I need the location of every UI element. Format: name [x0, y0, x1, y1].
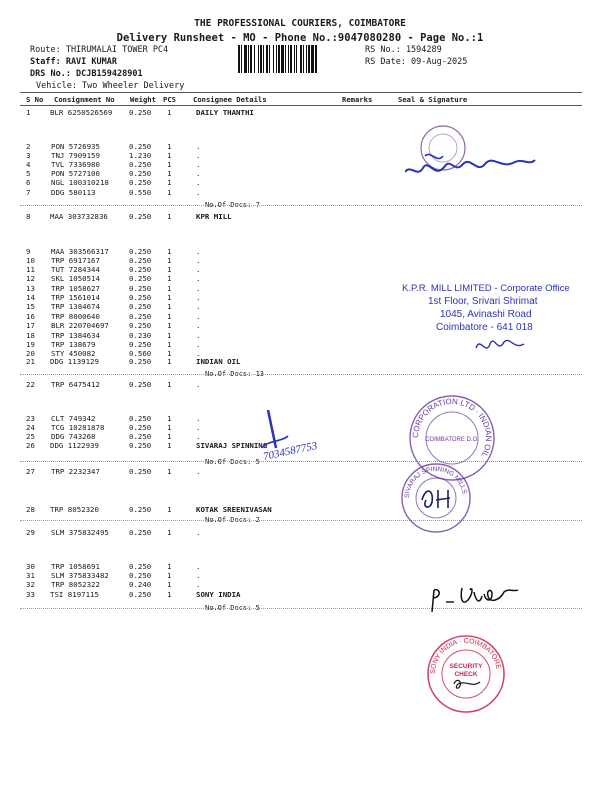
row-pcs: 1	[167, 256, 172, 265]
row-consignment: SLM 375833482	[51, 571, 109, 580]
row-pcs: 1	[167, 340, 172, 349]
row-consignee: KOTAK SREENIVASAN	[196, 505, 272, 514]
group-doc-count: No.Of Docs: 13	[205, 370, 265, 378]
row-consignee: SONY INDIA	[196, 590, 241, 599]
row-consignment: TRP 1058691	[51, 562, 100, 571]
row-weight: 0.250	[129, 293, 152, 302]
barcode-bar	[244, 45, 247, 73]
row-sno: 13	[26, 284, 35, 293]
row-consignee: .	[196, 380, 201, 389]
row-consignee: .	[196, 571, 201, 580]
row-weight: 0.250	[129, 340, 152, 349]
row-weight: 0.250	[129, 212, 152, 221]
row-weight: 0.250	[129, 441, 152, 450]
col-consignment: Consignment No	[54, 95, 115, 104]
row-weight: 0.250	[129, 169, 152, 178]
col-signature: Seal & Signature	[398, 95, 468, 104]
row-consignment: DDG 1122939	[50, 441, 99, 450]
row-consignee: .	[196, 188, 201, 197]
row-sno: 1	[26, 108, 31, 117]
row-weight: 0.230	[129, 331, 152, 340]
row-consignment: TRP 8052322	[51, 580, 100, 589]
barcode-bar	[306, 45, 307, 73]
row-consignment: PON 5727100	[51, 169, 100, 178]
row-consignee: .	[196, 284, 201, 293]
group-doc-count: No.Of Docs: 7	[205, 201, 260, 209]
runsheet-subtitle: Delivery Runsheet - MO - Phone No.:9047080280 - Page No.:1	[116, 32, 484, 44]
row-consignee: SIVARAJ SPINNING	[196, 441, 268, 450]
row-sno: 29	[26, 528, 35, 537]
row-sno: 9	[26, 247, 31, 256]
row-consignment: TSI 8197115	[50, 590, 99, 599]
row-consignment: MAA 303732836	[50, 212, 108, 221]
row-pcs: 1	[167, 562, 172, 571]
row-consignment: TVL 7336980	[51, 160, 100, 169]
row-sno: 5	[26, 169, 31, 178]
barcode-bar	[269, 45, 270, 73]
indian-oil-ring-text: CORPORATION LTD · INDIAN OIL	[410, 396, 494, 459]
barcode-bar	[290, 45, 292, 73]
row-sno: 22	[26, 380, 35, 389]
row-pcs: 1	[167, 357, 172, 366]
row-weight: 0.250	[129, 142, 152, 151]
row-consignment: TRP 1058627	[51, 284, 100, 293]
row-sno: 20	[26, 349, 35, 358]
row-consignee: .	[196, 142, 201, 151]
row-weight: 0.250	[129, 265, 152, 274]
row-weight: 0.250	[129, 380, 152, 389]
row-weight: 0.250	[129, 108, 152, 117]
row-sno: 30	[26, 562, 35, 571]
barcode-bar	[241, 45, 242, 73]
col-consignee: Consignee Details	[193, 95, 267, 104]
row-consignment: TRP 6917167	[51, 256, 100, 265]
sivaraj-ring-text: SIVARAJ SPINNING MILLS	[403, 465, 468, 499]
barcode-bar	[311, 45, 314, 73]
header-rule-bottom	[20, 105, 582, 106]
kpr-stamp-line-3: 1045, Avinashi Road	[440, 309, 532, 320]
row-pcs: 1	[167, 528, 172, 537]
row-consignee: .	[196, 528, 201, 537]
row-weight: 0.250	[129, 357, 152, 366]
kpr-stamp-line-2: 1st Floor, Srivari Shrimat	[428, 296, 538, 307]
row-consignment: TRP 8000640	[51, 312, 100, 321]
row-pcs: 1	[167, 212, 172, 221]
row-weight: 0.250	[129, 423, 152, 432]
row-consignee: .	[196, 432, 201, 441]
row-pcs: 1	[167, 160, 172, 169]
row-consignment: TRP 8052320	[50, 505, 99, 514]
row-consignee: .	[196, 423, 201, 432]
row-pcs: 1	[167, 349, 172, 358]
row-pcs: 1	[167, 467, 172, 476]
col-pcs: PCS	[163, 95, 176, 104]
row-pcs: 1	[167, 274, 172, 283]
row-consignee: .	[196, 312, 201, 321]
barcode-bar	[260, 45, 262, 73]
vehicle-label: Vehicle: Two Wheeler Delivery	[36, 81, 185, 91]
sony-center-2: CHECK	[454, 671, 478, 678]
row-sno: 24	[26, 423, 35, 432]
kpr-stamp-line-1: K.P.R. MILL LIMITED - Corporate Office	[402, 283, 570, 294]
row-pcs: 1	[167, 590, 172, 599]
row-pcs: 1	[167, 151, 172, 160]
row-pcs: 1	[167, 423, 172, 432]
row-weight: 0.240	[129, 580, 152, 589]
row-consignment: DDG 1139129	[50, 357, 99, 366]
row-sno: 7	[26, 188, 31, 197]
sony-ring-text: SONY INDIA · COIMBATORE	[429, 637, 502, 675]
row-weight: 1.230	[129, 151, 152, 160]
row-pcs: 1	[167, 142, 172, 151]
row-consignee: .	[196, 256, 201, 265]
row-consignee: .	[196, 340, 201, 349]
row-sno: 14	[26, 293, 35, 302]
row-weight: 0.250	[129, 160, 152, 169]
row-sno: 8	[26, 212, 31, 221]
handwritten-phone: 7034587753	[262, 439, 319, 463]
row-consignee: .	[196, 151, 201, 160]
row-consignment: PON 5726935	[51, 142, 100, 151]
col-remarks: Remarks	[342, 95, 373, 104]
sony-center-1: SECURITY	[449, 663, 483, 670]
row-consignee: .	[196, 293, 201, 302]
barcode-bar	[250, 45, 252, 73]
row-consignment: NGL 100310218	[51, 178, 109, 187]
row-pcs: 1	[167, 380, 172, 389]
row-sno: 25	[26, 432, 35, 441]
row-pcs: 1	[167, 188, 172, 197]
group-doc-count: No.Of Docs: 5	[205, 458, 260, 466]
row-sno: 33	[26, 590, 35, 599]
row-consignment: TRP 2232347	[51, 467, 100, 476]
staff-label: Staff: RAVI KUMAR	[30, 57, 117, 67]
row-pcs: 1	[167, 265, 172, 274]
row-pcs: 1	[167, 284, 172, 293]
row-sno: 11	[26, 265, 35, 274]
row-consignee: .	[196, 247, 201, 256]
sivaraj-seal	[392, 460, 482, 540]
row-sno: 2	[26, 142, 31, 151]
row-pcs: 1	[167, 312, 172, 321]
row-sno: 32	[26, 580, 35, 589]
row-pcs: 1	[167, 293, 172, 302]
row-sno: 28	[26, 505, 35, 514]
row-weight: 0.250	[129, 562, 152, 571]
daily-thanthi-seal	[405, 120, 565, 200]
row-consignment: BLR 220704697	[51, 321, 109, 330]
group-separator	[20, 205, 582, 206]
row-weight: 0.250	[129, 312, 152, 321]
indian-oil-handwriting	[248, 400, 378, 470]
row-consignment: TRP 1561014	[51, 293, 100, 302]
row-consignee: .	[196, 321, 201, 330]
row-consignee: .	[196, 265, 201, 274]
group-doc-count: No.Of Docs: 2	[205, 516, 260, 524]
row-consignment: TRP 6475412	[51, 380, 100, 389]
company-title: THE PROFESSIONAL COURIERS, COIMBATORE	[194, 18, 406, 29]
row-consignment: SKL 1050514	[51, 274, 100, 283]
barcode-bar	[248, 45, 249, 73]
row-consignee: DAILY THANTHI	[196, 108, 254, 117]
kpr-signature	[470, 330, 530, 358]
group-separator	[20, 520, 582, 521]
row-sno: 31	[26, 571, 35, 580]
row-consignment: TUT 7284344	[51, 265, 100, 274]
row-sno: 27	[26, 467, 35, 476]
row-weight: 0.250	[129, 247, 152, 256]
row-weight: 0.250	[129, 178, 152, 187]
barcode-bar	[296, 45, 297, 73]
row-weight: 0.250	[129, 256, 152, 265]
row-weight: 0.250	[129, 274, 152, 283]
row-weight: 0.250	[129, 528, 152, 537]
row-pcs: 1	[167, 169, 172, 178]
rs-number: RS No.: 1594289	[365, 45, 442, 55]
row-sno: 26	[26, 441, 35, 450]
row-pcs: 1	[167, 414, 172, 423]
row-consignment: TRP 1384674	[51, 302, 100, 311]
row-sno: 18	[26, 331, 35, 340]
barcode-bar	[266, 45, 268, 73]
row-weight: 0.250	[129, 590, 152, 599]
row-sno: 19	[26, 340, 35, 349]
row-sno: 12	[26, 274, 35, 283]
row-pcs: 1	[167, 505, 172, 514]
row-consignment: SLM 375832495	[51, 528, 109, 537]
row-consignee: .	[196, 349, 201, 358]
group-doc-count: No.Of Docs: 5	[205, 604, 260, 612]
row-pcs: 1	[167, 432, 172, 441]
row-consignee: KPR MILL	[196, 212, 232, 221]
row-pcs: 1	[167, 331, 172, 340]
row-pcs: 1	[167, 178, 172, 187]
row-weight: 0.250	[129, 467, 152, 476]
barcode-bar	[276, 45, 277, 73]
row-consignee: .	[196, 160, 201, 169]
row-sno: 21	[26, 357, 35, 366]
row-sno: 3	[26, 151, 31, 160]
col-sno: S No	[26, 95, 44, 104]
row-sno: 10	[26, 256, 35, 265]
row-consignee: INDIAN OIL	[196, 357, 241, 366]
row-consignee: .	[196, 562, 201, 571]
row-consignment: BLR 6250526569	[50, 108, 113, 117]
barcode-bar	[254, 45, 255, 73]
row-consignment: MAA 303566317	[51, 247, 109, 256]
row-sno: 23	[26, 414, 35, 423]
row-sno: 4	[26, 160, 31, 169]
row-consignment: TCG 10281878	[51, 423, 105, 432]
row-weight: 0.250	[129, 414, 152, 423]
row-pcs: 1	[167, 441, 172, 450]
col-weight: Weight	[130, 95, 156, 104]
row-consignment: TRP 1384634	[51, 331, 100, 340]
row-consignment: STY 450082	[51, 349, 96, 358]
row-weight: 0.250	[129, 284, 152, 293]
barcode-bar	[278, 45, 280, 73]
row-consignment: DDG 743268	[51, 432, 96, 441]
sony-seal	[422, 630, 512, 720]
route-label: Route: THIRUMALAI TOWER PC4	[30, 45, 169, 55]
row-consignee: .	[196, 178, 201, 187]
row-consignee: .	[196, 169, 201, 178]
row-pcs: 1	[167, 321, 172, 330]
row-consignee: .	[196, 467, 201, 476]
barcode-bar	[273, 45, 274, 73]
row-consignee: .	[196, 580, 201, 589]
row-pcs: 1	[167, 247, 172, 256]
row-sno: 16	[26, 312, 35, 321]
row-consignment: DDG 580113	[51, 188, 96, 197]
row-weight: 0.250	[129, 302, 152, 311]
row-consignee: .	[196, 414, 201, 423]
row-consignee: .	[196, 331, 201, 340]
barcode-bar	[315, 45, 317, 73]
row-weight: 0.250	[129, 321, 152, 330]
barcode	[238, 45, 362, 75]
row-weight: 0.550	[129, 188, 152, 197]
row-sno: 15	[26, 302, 35, 311]
row-consignment: TRP 138679	[51, 340, 96, 349]
indian-oil-center-text: COIMBATORE D.O.	[425, 437, 479, 443]
group-separator	[20, 374, 582, 375]
barcode-bar	[300, 45, 302, 73]
rs-date: RS Date: 09-Aug-2025	[365, 57, 468, 67]
barcode-bar	[303, 45, 304, 73]
row-pcs: 1	[167, 571, 172, 580]
barcode-bar	[263, 45, 264, 73]
row-pcs: 1	[167, 580, 172, 589]
kpr-stamp-line-4: Coimbatore - 641 018	[436, 322, 533, 333]
barcode-bar	[281, 45, 284, 73]
row-weight: 0.250	[129, 571, 152, 580]
row-consignee: .	[196, 302, 201, 311]
kotak-signature	[426, 580, 536, 620]
barcode-bar	[285, 45, 286, 73]
row-weight: 0.560	[129, 349, 152, 358]
barcode-bar	[238, 45, 240, 73]
barcode-bar	[258, 45, 259, 73]
row-consignee: .	[196, 274, 201, 283]
header-rule-top	[20, 92, 582, 93]
barcode-bar	[294, 45, 295, 73]
barcode-bar	[288, 45, 289, 73]
row-pcs: 1	[167, 302, 172, 311]
drs-number: DRS No.: DCJB159428901	[30, 69, 143, 79]
row-weight: 0.250	[129, 432, 152, 441]
row-pcs: 1	[167, 108, 172, 117]
row-consignment: TNJ 7909159	[51, 151, 100, 160]
row-sno: 6	[26, 178, 31, 187]
row-weight: 0.250	[129, 505, 152, 514]
barcode-bar	[308, 45, 310, 73]
row-sno: 17	[26, 321, 35, 330]
row-consignment: CLT 749342	[51, 414, 96, 423]
